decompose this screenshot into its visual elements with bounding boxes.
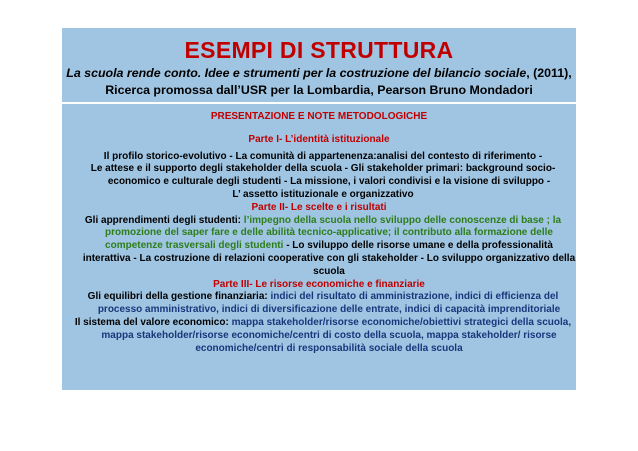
part3-lead2: Il sistema del valore economico: <box>74 316 232 328</box>
book-title: La scuola rende conto. Idee e strumenti per la costruzione del bilancio sociale <box>66 66 527 80</box>
content-panel <box>62 104 576 390</box>
presentation-heading: PRESENTAZIONE E NOTE METODOLOGICHE <box>210 111 428 122</box>
part3-paragraph1 <box>62 291 576 317</box>
book-reference <box>62 65 576 99</box>
book-year: , (2011), <box>526 66 572 80</box>
part2-rest: - Lo sviluppo delle risorse umane e della professionalità interattiva - La costruzione di relazioni cooperative con gli stakeholder - Lo sviluppo organizzativo della scuola <box>82 240 576 277</box>
part2-title: Parte II- Le scelte e i risultati <box>251 201 387 213</box>
part3-title: Parte III- Le risorse economiche e finanziarie <box>213 278 425 290</box>
part1-line3: L’ assetto istituzionale e organizzativo <box>232 188 414 200</box>
slide-title: ESEMPI DI STRUTTURA <box>184 37 454 63</box>
part3-indices: indici del risultato di amministrazione, indici di efficienza del processo amministrativo, indici di diversificazione delle entrate, indici di capacità imprenditoriale <box>97 291 561 316</box>
part1-title: Parte I- L’identità istituzionale <box>248 133 390 145</box>
part3-maps: mappa stakeholder/risorse economiche/obiettivi strategici della scuola, mappa stakeholder/risorse economiche/centri di costo della scuola, mappa stakeholder/ risorse economiche/centri di responsabilità sociale della scuola <box>101 316 572 354</box>
book-publisher: Ricerca promossa dall’USR per la Lombardia, Pearson Bruno Mondadori <box>105 83 533 97</box>
part1-line2: Le attese e il supporto degli stakeholder della scuola - Gli stakeholder primari: background socio-economico e culturale degli studenti - La missione, i valori condivisi e la visione di sviluppo - <box>90 163 556 188</box>
part2-highlight: l’impegno della scuola nello sviluppo delle conoscenze di base ; la promozione del saper fare e delle abilità tecnico-applicative; il contributo alla formazione delle competenze trasversali degli studenti <box>105 214 562 252</box>
part3-paragraph2 <box>62 317 576 355</box>
part1-line1: Il profilo storico-evolutivo - La comunità di appartenenza:analisi del contesto di riferimento - <box>103 150 543 162</box>
part2-lead: Gli apprendimenti degli studenti: <box>84 214 244 226</box>
part3-lead1: Gli equilibri della gestione finanziaria: <box>87 291 271 303</box>
part2-paragraph <box>62 215 576 279</box>
title-banner <box>62 28 576 102</box>
